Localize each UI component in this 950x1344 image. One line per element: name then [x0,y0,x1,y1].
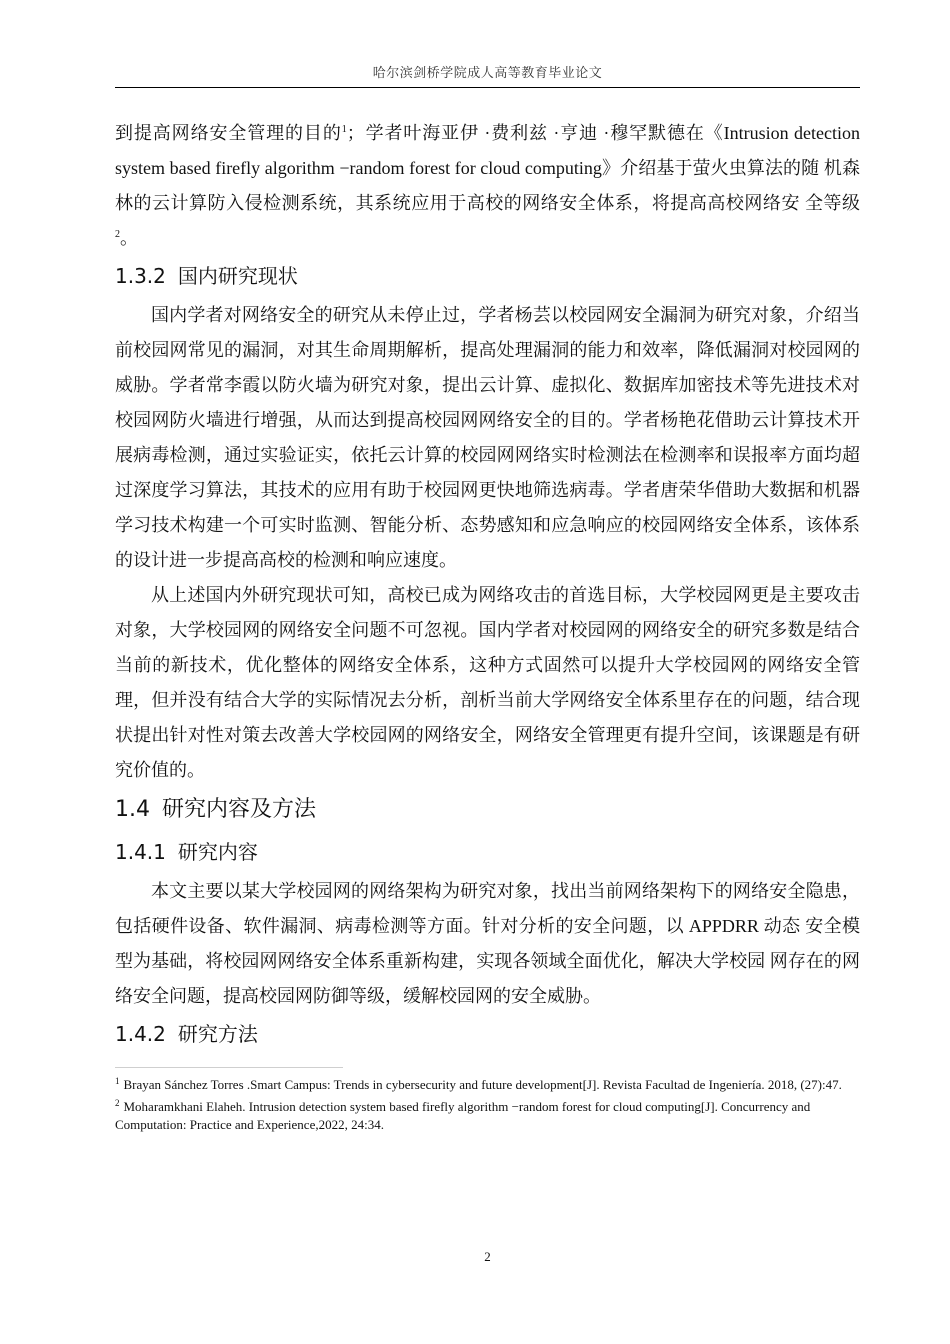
page-body [115,116,860,1056]
paragraph-research-content: 本文主要以某大学校园网的网络架构为研究对象，找出当前网络架构下的网络安全隐患，包括硬件设备、软件漏洞、病毒检测等方面。针对分析的安全问题，以 APPDRR 动态 安全模型为基础，将校园网网络安全体系重新构建，实现各领域全面优化，解决大学校园 网存在的网络安全问题，提高校园网防御等级，缓解校园网的安全威胁。 [115,881,860,1006]
heading-number: 1.4 [115,797,150,822]
footnote-text: Brayan Sánchez Torres .Smart Campus: Trends in cybersecurity and future development[J]. Revista Facultad de Ingeniería. 2018, (27):47. [123,1077,842,1092]
footnote-2 [115,1098,860,1134]
paragraph-text: 。 [120,228,138,248]
footnote-1 [115,1076,860,1094]
footnote-text: Moharamkhani Elaheh. Intrusion detection system based firefly algorithm −random forest for cloud computing[J]. Concurrency and Computation: Practice and Experience,2022, 24:34. [115,1099,811,1132]
footnote-ref-2[interactable]: 2 [115,229,120,240]
heading-number: 1.4.1 [115,840,166,864]
heading-title: 研究方法 [177,1022,258,1046]
footnote-divider [115,1067,343,1068]
page-number: 2 [484,1249,491,1264]
paragraph-text: 到提高网络安全管理的目的 [115,123,342,143]
running-header: 哈尔滨剑桥学院成人高等教育毕业论文 [372,65,603,80]
heading-1-3-2 [115,260,860,292]
footnote-mark: 2 [115,1097,120,1108]
footnote-ref-1[interactable]: 1 [341,124,347,135]
heading-title: 研究内容 [177,840,258,864]
footnotes [115,1076,860,1138]
heading-title: 研究内容及方法 [162,797,317,822]
heading-number: 1.3.2 [115,264,166,288]
paragraph-summary: 从上述国内外研究现状可知，高校已成为网络攻击的首选目标，大学校园网更是主要攻击对象，大学校园网的网络安全问题不可忽视。国内学者对校园网的网络安全的研究多数是结合当前的新技术，优化整体的网络安全体系，这种方式固然可以提升大学校园网的网络安全管理，但并没有结合大学的实际情况去分析，剖析当前大学网络安全体系里存在的问题，结合现状提出针对性对策去改善大学校园网的网络安全，网络安全管理更有提升空间，该课题是有研究价值的。 [115,585,860,780]
paragraph-domestic-research: 国内学者对网络安全的研究从未停止过，学者杨芸以校园网安全漏洞为研究对象，介绍当前校园网常见的漏洞，对其生命周期解析，提高处理漏洞的能力和效率，降低漏洞对校园网的威胁。学者常李霞以防火墙为研究对象，提出云计算、虚拟化、数据库加密技术等先进技术对校园网防火墙进行增强，从而达到提高校园网网络安全的目的。学者杨艳花借助云计算技术开展病毒检测，通过实验证实，依托云计算的校园网网络实时检测法在检测率和误报率方面均超过深度学习算法，其技术的应用有助于校园网更快地筛选病毒。学者唐荣华借助大数据和机器学习技术构建一个可实时监测、智能分析、态势感知和应急响应的校园网络安全体系，该体系的设计进一步提高高校的检测和响应速度。 [115,305,860,570]
heading-title: 国内研究现状 [177,264,298,288]
header-rule [115,87,860,88]
paragraph-intro [115,116,860,256]
heading-number: 1.4.2 [115,1022,166,1046]
heading-1-4 [115,792,860,828]
heading-1-4-1 [115,836,860,868]
footnote-mark: 1 [115,1075,120,1086]
heading-1-4-2 [115,1018,860,1050]
paragraph-text: ；学者叶海亚伊 ·费利兹 ·亨迪 ·穆罕默德在《Intrusion detection system based firefly algorithm −random forest for cloud computing》介绍基于萤火虫算法的随 机森林的云计算防入侵检测系统，其系统应用于高校的网络安全体系，将提高高校网络安 全等级 [115,123,860,213]
